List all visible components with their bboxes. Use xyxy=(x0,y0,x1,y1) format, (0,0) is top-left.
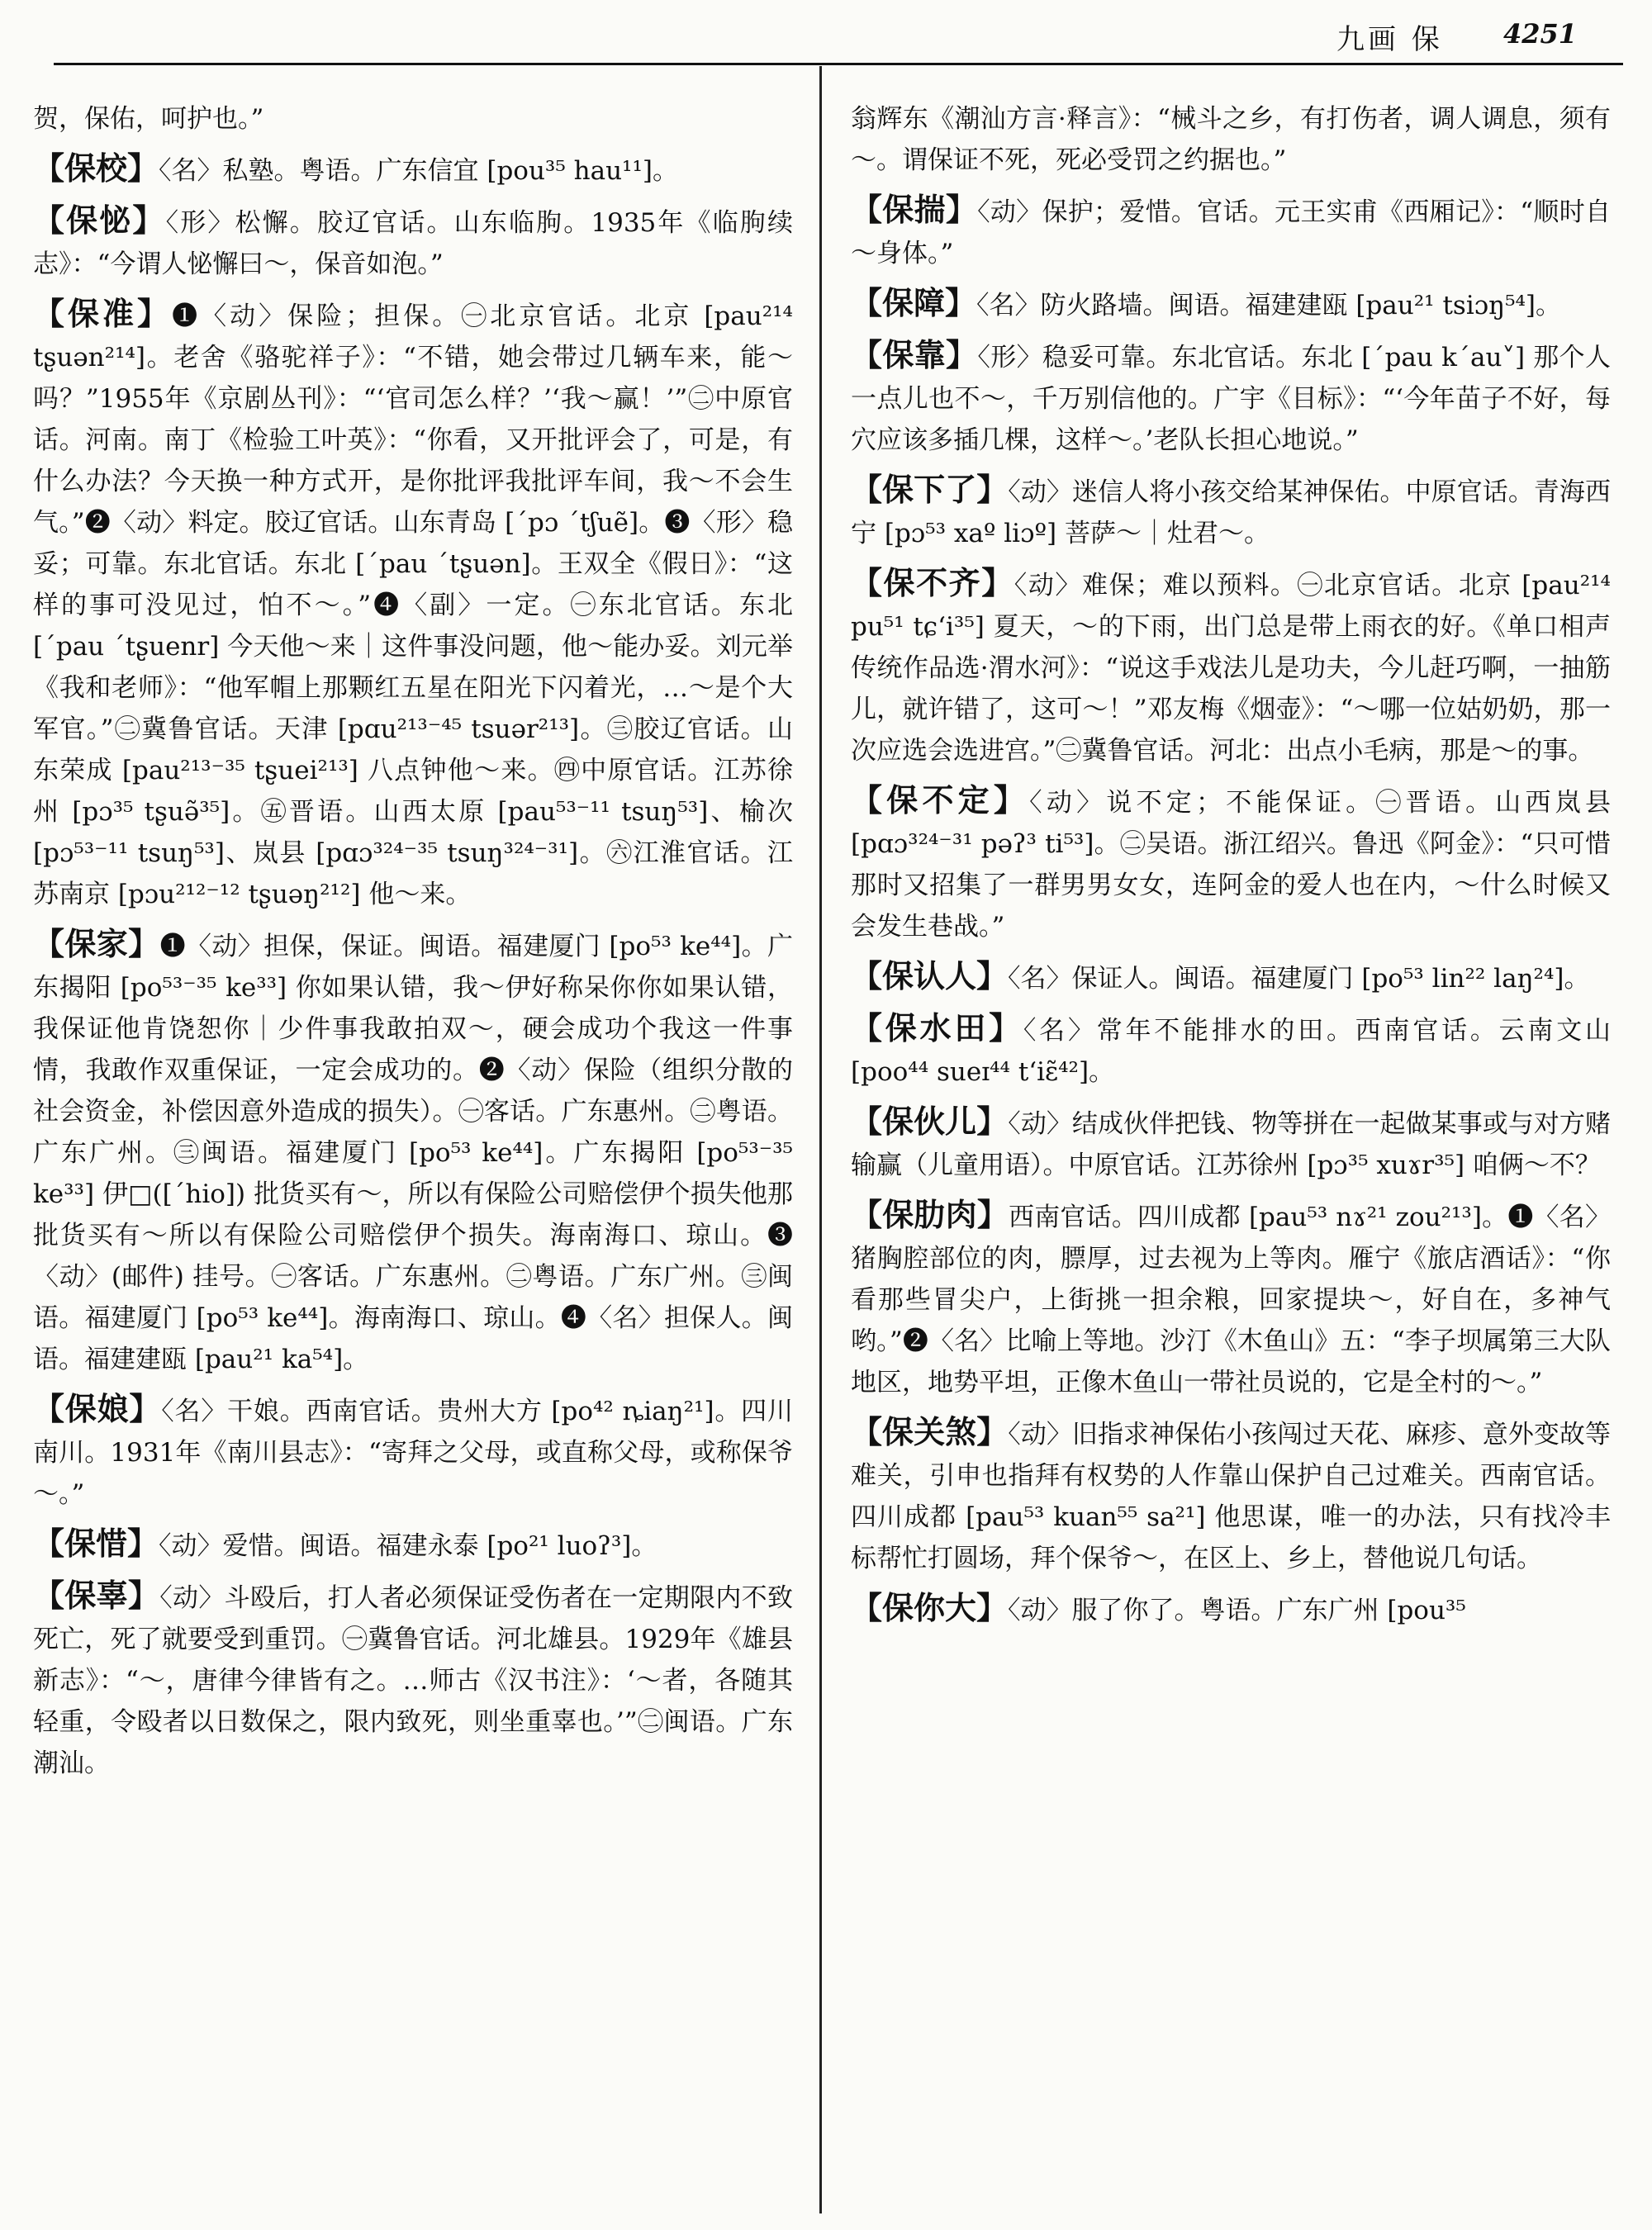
entry-headword: 【保揣】 xyxy=(851,191,978,228)
entry-continuation: 贺，保佑，呵护也。” xyxy=(33,104,264,134)
dictionary-entry xyxy=(851,282,1611,326)
dictionary-entry xyxy=(851,1412,1611,1579)
entry-definition: 〈动〉保护；爱惜。官话。元王实甫《西厢记》：“顺时自～身体。” xyxy=(851,197,1611,268)
entry-definition: 〈动〉难保；难以预料。㊀北京官话。北京 [pau²¹⁴ pu⁵¹ tɕʻi³⁵] 夏天，～的下雨，出门总是带上雨衣的好。《单口相声传统作品选·渭水河》：“说这手戏法儿是功夫，今儿赶巧啊，一抽筋儿，就许错了，这可～！”邓友梅《烟壶》：“～哪一位姑奶奶，那一次应选会选进宫。”㊁冀鲁官话。河北：出点小毛病，那是～的事。 xyxy=(851,571,1611,766)
entry-definition: 〈名〉私塾。粤语。广东信宜 [pou³⁵ hau¹¹]。 xyxy=(159,156,679,186)
entry-headword: 【保下了】 xyxy=(851,471,1009,508)
entry-headword: 【保靠】 xyxy=(851,336,978,373)
entry-definition: 〈动〉说不定；不能保证。㊀晋语。山西岚县 [pɑɔ³²⁴⁻³¹ pəʔ³ ti⁵³]。㊁吴语。浙江绍兴。鲁迅《阿金》：“只可惜那时又招集了一群男男女女，连阿金的爱人也在内，～什么时候又会发生巷战。” xyxy=(851,788,1611,942)
dictionary-entry xyxy=(851,469,1611,554)
dictionary-entry xyxy=(851,334,1611,461)
column-divider xyxy=(819,66,822,2213)
entry-definition: 西南官话。四川成都 [pau⁵³ nɤ²¹ zou²¹³]。❶〈名〉猪胸腔部位的肉，膘厚，过去视为上等肉。雁宁《旅店酒话》：“你看那些冒尖户，上街挑一担余粮，回家提块～，好自在，多神气哟。”❷〈名〉比喻上等地。沙汀《木鱼山》五：“李子坝属第三大队地区，地势平坦，正像木鱼山一带社员说的，它是全村的～。” xyxy=(851,1203,1611,1397)
dictionary-entry xyxy=(33,923,793,1380)
dictionary-entry xyxy=(33,1388,793,1515)
dictionary-entry xyxy=(33,1575,793,1784)
entry-headword: 【保娘】 xyxy=(33,1390,162,1427)
dictionary-entry xyxy=(33,293,793,915)
entry-headword: 【保肋肉】 xyxy=(851,1196,1009,1233)
dictionary-entry xyxy=(33,1523,793,1567)
entry-definition: 〈形〉稳妥可靠。东北官话。东北 [ˊpau kˊau˅] 那个人一点儿也不～，千万别信他的。广宇《目标》：“‘今年苗子不好，每穴应该多插几棵，这样～。’老队长担心地说。” xyxy=(851,343,1611,455)
entry-headword: 【保不定】 xyxy=(851,781,1030,818)
entry-definition: 〈动〉服了你了。粤语。广东广州 [pou³⁵ xyxy=(1008,1596,1466,1625)
dictionary-entry xyxy=(851,562,1611,771)
entry-headword: 【保校】 xyxy=(33,149,159,187)
entry-headword: 【保关煞】 xyxy=(851,1413,1009,1450)
header-rule xyxy=(54,63,1623,65)
right-column xyxy=(851,73,1611,2220)
entry-headword: 【保家】 xyxy=(33,925,160,962)
dictionary-entry xyxy=(851,189,1611,274)
entry-headword: 【保障】 xyxy=(851,284,977,321)
entry-definition: 〈动〉结成伙伴把钱、物等拼在一起做某事或与对方赌输赢（儿童用语）。中原官话。江苏徐州 [pɔ³⁵ xuɤr³⁵] 咱俩～不？ xyxy=(851,1109,1611,1180)
entry-headword: 【保辜】 xyxy=(33,1577,160,1614)
entry-headword: 【保准】 xyxy=(33,295,173,332)
dictionary-entry xyxy=(851,1194,1611,1403)
dictionary-entry xyxy=(851,956,1611,999)
entry-definition: 〈动〉爱惜。闽语。福建永泰 [po²¹ luoʔ³]。 xyxy=(159,1531,657,1561)
entry-headword: 【保伙儿】 xyxy=(851,1103,1009,1140)
entry-definition: 〈动〉旧指求神保佑小孩闯过天花、麻疹、意外变故等难关，引申也指拜有权势的人作靠山保护自己过难关。西南官话。四川成都 [pau⁵³ kuan⁵⁵ sa²¹] 他思谋，唯一的办法，只有找冷丰标帮忙打圆场，拜个保爷～，在区上、乡上，替他说几句话。 xyxy=(851,1420,1611,1573)
entry-definition: 〈动〉迷信人将小孩交给某神保佑。中原官话。青海西宁 [pɔ⁵³ xaº liɔº] 菩萨～｜灶君～。 xyxy=(851,477,1611,548)
entry-definition: ❶〈动〉保险；担保。㊀北京官话。北京 [pau²¹⁴ tʂuən²¹⁴]。老舍《骆驼祥子》：“不错，她会带过几辆车来，能～吗？”1955年《京剧丛刊》：“‘官司怎么样？’‘我～赢！’”㊁中原官话。河南。南丁《检验工叶英》：“你看，又开批评会了，可是，有什么办法？今天换一种方式开，是你批评我批评车间，我～不会生气。”❷〈动〉料定。胶辽官话。山东青岛 [ˊpɔ ˊtʃuẽ]。❸〈形〉稳妥；可靠。东北官话。东北 [ˊpau ˊtʂuən]。王双全《假日》：“这样的事可没见过，怕不～。”❹〈副〉一定。㊀东北官话。东北 [ˊpau ˊtʂuenr] 今天他～来｜这件事没问题，他～能办妥。刘元举《我和老师》：“他军帽上那颗红五星在阳光下闪着光，…～是个大军官。”㊁冀鲁官话。天津 [pɑu²¹³⁻⁴⁵ tsuər²¹³]。㊂胶辽官话。山东荣成 [pau²¹³⁻³⁵ tʂuei²¹³] 八点钟他～来。㊃中原官话。江苏徐州 [pɔ³⁵ tʂuə̃³⁵]。㊄晋语。山西太原 [pau⁵³⁻¹¹ tsuŋ⁵³]、榆次 [pɔ⁵³⁻¹¹ tsuŋ⁵³]、岚县 [pɑɔ³²⁴⁻³⁵ tsuŋ³²⁴⁻³¹]。㊅江淮官话。江苏南京 [pɔu²¹²⁻¹² tʂuəŋ²¹²] 他～来。 xyxy=(33,301,793,909)
entry-definition: 〈名〉干娘。西南官话。贵州大方 [po⁴² ȵiaŋ²¹]。四川南川。1931年《南川县志》：“寄拜之父母，或直称父母，或称保爷～。” xyxy=(33,1397,793,1509)
entry-continuation: 翁辉东《潮汕方言·释言》：“械斗之乡，有打伤者，调人调息，须有～。谓保证不死，死必受罚之约据也。” xyxy=(851,104,1611,175)
entry-definition: 〈动〉斗殴后，打人者必须保证受伤者在一定期限内不致死亡，死了就要受到重罚。㊀冀鲁官话。河北雄县。1929年《雄县新志》：“～，唐律今律皆有之。…师古《汉书注》：‘～者，各随其轻重，令殴者以日数保之，限内致死，则坐重辜也。’”㊁闽语。广东潮汕。 xyxy=(33,1583,793,1778)
entry-definition: 〈名〉保证人。闽语。福建厦门 [po⁵³ lin²² laŋ²⁴]。 xyxy=(1008,964,1590,994)
dictionary-entry xyxy=(33,200,793,285)
entry-headword: 【保怭】 xyxy=(33,202,166,239)
entry-headword: 【保你大】 xyxy=(851,1589,1009,1626)
entry-headword: 【保认人】 xyxy=(851,957,1009,994)
entry-definition: ❶〈动〉担保，保证。闽语。福建厦门 [po⁵³ ke⁴⁴]。广东揭阳 [po⁵³⁻³⁵ ke³³] 你如果认错，我～伊好称呆你你如果认错，我保证他肯饶恕你｜少件事我敢拍双～，硬会成功个我这一件事情，我敢作双重保证，一定会成功的。❷〈动〉保险（组织分散的社会资金，补偿因意外造成的损失）。㊀客话。广东惠州。㊁粤语。广东广州。㊂闽语。福建厦门 [po⁵³ ke⁴⁴]。广东揭阳 [po⁵³⁻³⁵ ke³³] 伊□([ˊhio]) 批货买有～，所以有保险公司赔偿伊个损失他那批货买有～所以有保险公司赔偿伊个损失。海南海口、琼山。❸〈动〉(邮件) 挂号。㊀客话。广东惠州。㊁粤语。广东广州。㊂闽语。福建厦门 [po⁵³ ke⁴⁴]。海南海口、琼山。❹〈名〉担保人。闽语。福建建瓯 [pau²¹ ka⁵⁴]。 xyxy=(33,932,793,1374)
dictionary-entry xyxy=(851,780,1611,947)
entry-definition: 〈形〉松懈。胶辽官话。山东临朐。1935年《临朐续志》：“今谓人怭懈曰～，保音如泡。” xyxy=(33,208,793,279)
left-column xyxy=(33,73,793,2220)
section-title: 九画 保 xyxy=(1336,23,1443,56)
entry-headword: 【保水田】 xyxy=(851,1009,1023,1046)
page-number: 4251 xyxy=(1503,18,1578,50)
dictionary-entry xyxy=(851,1101,1611,1186)
dictionary-entry xyxy=(851,1008,1611,1093)
entry-definition: 〈名〉防火路墙。闽语。福建建瓯 [pau²¹ tsiɔŋ⁵⁴]。 xyxy=(976,291,1562,320)
entry-headword: 【保惜】 xyxy=(33,1525,159,1562)
entry-definition: 〈名〉常年不能排水的田。西南官话。云南文山 [poo⁴⁴ sueɪ⁴⁴ tʻiɛ̃⁴²]。 xyxy=(851,1016,1611,1087)
dictionary-entry xyxy=(33,148,793,192)
dictionary-entry xyxy=(851,1587,1611,1631)
page-header xyxy=(0,0,1652,68)
entry-headword: 【保不齐】 xyxy=(851,564,1014,601)
